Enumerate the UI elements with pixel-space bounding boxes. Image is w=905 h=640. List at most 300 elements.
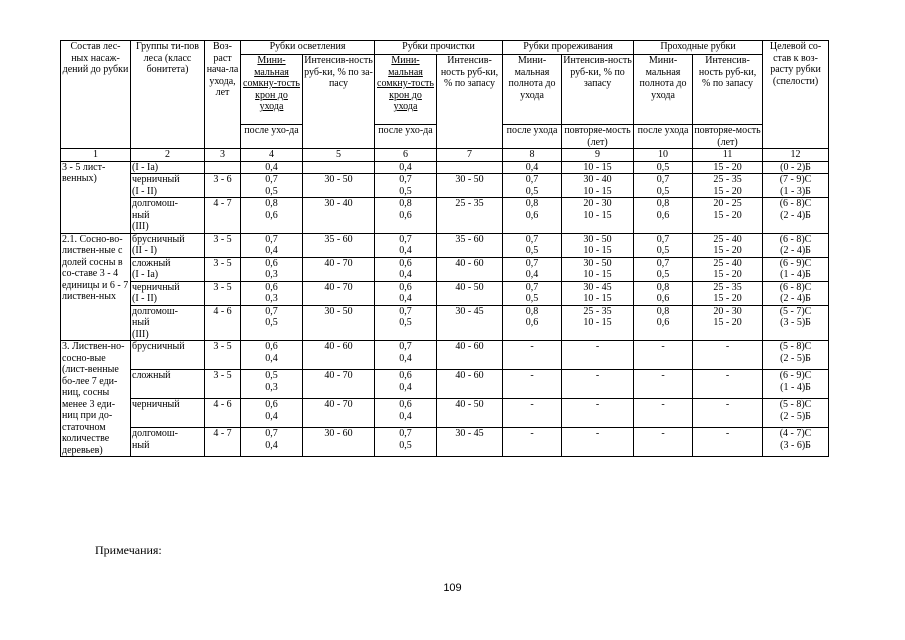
cell-line: 0,5 bbox=[265, 317, 278, 328]
table-row bbox=[61, 428, 829, 457]
age-cell: 4 - 7 bbox=[205, 428, 241, 457]
composition-cell: 3. Листвен-но-сосно-вые (лист-венные бо-лее 7 еди-ниц, сосны менее 3 еди-ниц при до-статочном количестве деревьев) bbox=[61, 341, 131, 457]
intensity-cell: 40 - 70 bbox=[303, 370, 375, 399]
min-density-cell bbox=[241, 399, 303, 428]
target-composition-cell bbox=[763, 370, 829, 399]
intensity-cell: 30 - 40 bbox=[303, 198, 375, 234]
cell-line: 0,8 bbox=[265, 198, 278, 209]
min-density-cell bbox=[241, 174, 303, 198]
header-thinning-cuttings: Рубки прореживания bbox=[503, 41, 634, 55]
cell-line: 0,5 bbox=[399, 439, 412, 451]
min-fullness-cell bbox=[503, 399, 562, 428]
min-density-cell bbox=[241, 233, 303, 257]
cell-line: 0,6 bbox=[525, 209, 539, 221]
cell-line: (2 - 4)Б bbox=[780, 245, 811, 256]
cell-line: (3 - 6)Б bbox=[780, 439, 811, 451]
intensity-cell bbox=[562, 257, 634, 281]
cell-line: 0,4 bbox=[399, 293, 412, 304]
group-cell bbox=[131, 399, 205, 428]
min-density-cell bbox=[375, 161, 437, 174]
min-density-cell bbox=[375, 428, 437, 457]
cell-line: 25 - 40 bbox=[713, 233, 742, 245]
cell-line: 0,8 bbox=[656, 281, 670, 293]
age-cell: 3 - 5 bbox=[205, 370, 241, 399]
cell-line: 0,5 bbox=[399, 185, 412, 197]
intensity-cell bbox=[562, 198, 634, 234]
target-composition-cell bbox=[763, 305, 829, 341]
cell-line: (2 - 5)Б bbox=[780, 410, 811, 422]
header-thinning-repeat: повторяе-мость (лет) bbox=[562, 125, 634, 149]
cell-line: - bbox=[530, 399, 534, 410]
cell-line: 0,5 bbox=[525, 245, 539, 256]
table-row bbox=[61, 305, 829, 341]
cell-line: 15 - 20 bbox=[713, 317, 742, 328]
intensity-cell bbox=[562, 341, 634, 370]
cell-line: 0,6 bbox=[399, 399, 412, 410]
cell-line: (1 - 4)Б bbox=[780, 381, 811, 393]
column-number: 12 bbox=[763, 149, 829, 162]
table-row bbox=[61, 281, 829, 305]
cell-line: 0,7 bbox=[399, 341, 412, 352]
intensity-cell: 30 - 45 bbox=[437, 428, 503, 457]
intensity-cell: 40 - 60 bbox=[303, 341, 375, 370]
cell-line: сложный bbox=[132, 370, 171, 381]
intensity-cell: 40 - 60 bbox=[437, 257, 503, 281]
cell-line: - bbox=[661, 399, 665, 410]
age-cell: 3 - 5 bbox=[205, 281, 241, 305]
min-fullness-cell bbox=[503, 305, 562, 341]
age-cell: 3 - 6 bbox=[205, 174, 241, 198]
cell-line: - bbox=[725, 399, 730, 410]
cell-line: - bbox=[725, 341, 730, 352]
min-fullness-cell bbox=[634, 370, 693, 399]
cell-line: - bbox=[595, 399, 600, 410]
cell-line: 0,7 bbox=[656, 174, 670, 185]
cell-line: (5 - 7)С bbox=[779, 305, 812, 317]
intensity-cell bbox=[693, 233, 763, 257]
cell-line: 0,6 bbox=[656, 293, 670, 304]
intensity-cell: 35 - 60 bbox=[303, 233, 375, 257]
cell-line: 0,5 bbox=[656, 245, 670, 256]
cell-line: брусничный bbox=[132, 233, 185, 245]
intensity-cell bbox=[562, 370, 634, 399]
intensity-cell bbox=[562, 399, 634, 428]
intensity-cell: 40 - 60 bbox=[437, 341, 503, 370]
cell-line: сложный bbox=[132, 257, 171, 269]
target-composition-cell bbox=[763, 161, 829, 174]
cell-line: (6 - 9)С bbox=[779, 257, 812, 269]
min-density-cell bbox=[375, 198, 437, 234]
min-density-cell bbox=[375, 399, 437, 428]
target-composition-cell bbox=[763, 399, 829, 428]
intensity-cell: 40 - 50 bbox=[437, 281, 503, 305]
cell-line: 0,8 bbox=[656, 198, 670, 209]
cell-line: 0,6 bbox=[656, 209, 670, 221]
header-composition: Состав лес-ных насаж-дений до рубки bbox=[61, 41, 131, 149]
group-cell bbox=[131, 161, 205, 174]
intensity-cell bbox=[562, 305, 634, 341]
cell-line: 0,6 bbox=[525, 317, 539, 328]
min-density-cell bbox=[241, 370, 303, 399]
table-row bbox=[61, 161, 829, 174]
intensity-cell: 40 - 70 bbox=[303, 399, 375, 428]
cell-line: 15 - 20 bbox=[713, 245, 742, 256]
cell-line: 0,8 bbox=[656, 305, 670, 317]
cell-line: брусничный bbox=[132, 341, 185, 352]
intensity-cell bbox=[693, 428, 763, 457]
cell-line: 15 - 20 bbox=[713, 209, 742, 221]
intensity-cell: 30 - 50 bbox=[303, 174, 375, 198]
cell-line: ный bbox=[132, 209, 150, 221]
cell-line: 0,4 bbox=[265, 410, 278, 422]
cell-line: ный bbox=[132, 317, 150, 328]
cell-line: 0,4 bbox=[525, 161, 539, 173]
group-cell bbox=[131, 257, 205, 281]
cell-line: долгомош- bbox=[132, 305, 178, 317]
intensity-cell: 30 - 50 bbox=[303, 305, 375, 341]
header-forest-type-group: Группы ти-пов леса (класс бонитета) bbox=[131, 41, 205, 149]
cell-line: 0,4 bbox=[265, 352, 278, 364]
cell-line: - bbox=[661, 428, 665, 439]
cell-line: (2 - 4)Б bbox=[780, 293, 811, 304]
cell-line: (I - Ia) bbox=[132, 161, 159, 173]
header-target-composition: Целевой со-став к воз-расту рубки (спелости) bbox=[763, 41, 829, 149]
cell-line: 25 - 35 bbox=[583, 305, 612, 317]
intensity-cell: 30 - 50 bbox=[437, 174, 503, 198]
table-row bbox=[61, 370, 829, 399]
intensity-cell: 30 - 45 bbox=[437, 305, 503, 341]
cell-line: 30 - 50 bbox=[583, 257, 612, 269]
cell-line: 0,7 bbox=[399, 305, 412, 317]
cell-line: 0,5 bbox=[525, 293, 539, 304]
cell-line: (I - II) bbox=[132, 293, 157, 304]
intensity-cell bbox=[562, 174, 634, 198]
cell-line: 0,4 bbox=[399, 410, 412, 422]
min-fullness-cell bbox=[503, 198, 562, 234]
cell-line: долгомош- bbox=[132, 428, 178, 439]
cell-line: (1 - 3)Б bbox=[780, 185, 811, 197]
cell-line: черничный bbox=[132, 281, 180, 293]
header-thinning-min-fullness: Мини-мальная полнота до ухода bbox=[503, 55, 562, 125]
intensity-cell: 25 - 35 bbox=[437, 198, 503, 234]
header-passing-repeat: повторяе-мость (лет) bbox=[694, 125, 761, 148]
min-density-cell bbox=[375, 341, 437, 370]
table-row bbox=[61, 198, 829, 234]
cell-line: 20 - 30 bbox=[713, 305, 742, 317]
min-fullness-cell bbox=[634, 428, 693, 457]
cell-line: 0,6 bbox=[399, 370, 412, 381]
target-composition-cell bbox=[763, 174, 829, 198]
min-density-cell bbox=[375, 281, 437, 305]
min-fullness-cell bbox=[503, 281, 562, 305]
group-cell bbox=[131, 370, 205, 399]
header-passing-after: после ухода bbox=[634, 125, 693, 149]
header-passing-intensity: Интенсив-ность руб-ки, % по запасу bbox=[693, 55, 763, 125]
group-cell bbox=[131, 281, 205, 305]
cell-line: 0,6 bbox=[265, 281, 278, 293]
cell-line: - bbox=[725, 370, 730, 381]
group-cell bbox=[131, 341, 205, 370]
cell-line: 0,7 bbox=[265, 174, 278, 185]
header-clearing-min-density: Мини-мальная сомкну-тость крон до ухода bbox=[241, 55, 303, 125]
column-number: 6 bbox=[375, 149, 437, 162]
target-composition-cell bbox=[763, 428, 829, 457]
cell-line: - bbox=[661, 341, 665, 352]
cell-line: 15 - 20 bbox=[713, 161, 742, 173]
cell-line: 0,6 bbox=[399, 209, 412, 221]
intensity-cell bbox=[693, 174, 763, 198]
cell-line: 0,7 bbox=[525, 233, 539, 245]
min-fullness-cell bbox=[503, 257, 562, 281]
cell-line: 0,8 bbox=[525, 198, 539, 209]
cell-line: 0,3 bbox=[265, 381, 278, 393]
cell-line: 15 - 20 bbox=[713, 185, 742, 197]
cell-line: 25 - 35 bbox=[713, 281, 742, 293]
group-cell bbox=[131, 174, 205, 198]
cell-line: 10 - 15 bbox=[583, 269, 612, 280]
cell-line: (0 - 2)Б bbox=[780, 161, 811, 173]
cell-line: 0,7 bbox=[525, 174, 539, 185]
min-density-cell bbox=[375, 233, 437, 257]
cell-line: (6 - 8)С bbox=[779, 281, 812, 293]
min-fullness-cell bbox=[503, 341, 562, 370]
cell-line: 15 - 20 bbox=[713, 269, 742, 280]
header-cleaning-cuttings: Рубки прочистки bbox=[375, 41, 503, 55]
cell-line: 30 - 50 bbox=[583, 233, 612, 245]
composition-cell: 3 - 5 лист-венных) bbox=[61, 161, 131, 233]
min-fullness-cell bbox=[634, 281, 693, 305]
cell-line: (2 - 4)Б bbox=[780, 209, 811, 221]
cell-line: 30 - 40 bbox=[583, 174, 612, 185]
cell-line: 0,6 bbox=[656, 317, 670, 328]
cell-line: - bbox=[595, 370, 600, 381]
min-fullness-cell bbox=[634, 305, 693, 341]
cell-line: 15 - 20 bbox=[713, 293, 742, 304]
cell-line: (6 - 9)С bbox=[779, 370, 812, 381]
cell-line: 0,7 bbox=[656, 257, 670, 269]
cell-line: 0,4 bbox=[265, 161, 278, 173]
intensity-cell bbox=[437, 161, 503, 174]
cell-line: 30 - 45 bbox=[583, 281, 612, 293]
cell-line: (3 - 5)Б bbox=[780, 317, 811, 328]
intensity-cell bbox=[693, 161, 763, 174]
cell-line: (7 - 9)С bbox=[779, 174, 812, 185]
intensity-cell: 30 - 60 bbox=[303, 428, 375, 457]
cell-line: (6 - 8)С bbox=[779, 198, 812, 209]
cell-line: 0,5 bbox=[265, 370, 278, 381]
table-row bbox=[61, 399, 829, 428]
age-cell: 3 - 5 bbox=[205, 341, 241, 370]
cell-line: 0,5 bbox=[265, 185, 278, 197]
min-fullness-cell bbox=[503, 161, 562, 174]
cell-line: 0,8 bbox=[399, 198, 412, 209]
cell-line: (5 - 8)С bbox=[779, 341, 812, 352]
cell-line: 0,7 bbox=[525, 257, 539, 269]
cell-line: 10 - 15 bbox=[583, 209, 612, 221]
intensity-cell: 40 - 50 bbox=[437, 399, 503, 428]
forest-care-table bbox=[60, 40, 829, 457]
cell-line: (II - I) bbox=[132, 245, 157, 256]
intensity-cell bbox=[303, 161, 375, 174]
header-clearing-after: после ухо-да bbox=[241, 125, 303, 149]
cell-line: - bbox=[530, 341, 534, 352]
min-fullness-cell bbox=[503, 428, 562, 457]
cell-line: 0,7 bbox=[399, 428, 412, 439]
cell-line: 0,3 bbox=[265, 269, 278, 280]
min-density-cell bbox=[241, 341, 303, 370]
cell-line: 0,5 bbox=[656, 161, 670, 173]
min-fullness-cell bbox=[634, 198, 693, 234]
page-number: 109 bbox=[443, 582, 462, 594]
notes-heading: Примечания: bbox=[95, 543, 162, 557]
min-density-cell bbox=[241, 161, 303, 174]
min-fullness-cell bbox=[634, 233, 693, 257]
intensity-cell: 40 - 70 bbox=[303, 281, 375, 305]
cell-line: 0,4 bbox=[399, 161, 412, 173]
cell-line: (6 - 8)С bbox=[779, 233, 812, 245]
header-cleaning-intensity: Интенсив-ность руб-ки, % по запасу bbox=[437, 55, 503, 149]
min-density-cell bbox=[241, 305, 303, 341]
cell-line: 10 - 15 bbox=[583, 317, 612, 328]
cell-line: 0,6 bbox=[265, 399, 278, 410]
cell-line: (4 - 7)С bbox=[779, 428, 812, 439]
intensity-cell bbox=[562, 233, 634, 257]
column-number: 2 bbox=[131, 149, 205, 162]
cell-line: 0,5 bbox=[656, 269, 670, 280]
age-cell: 4 - 7 bbox=[205, 198, 241, 234]
intensity-cell bbox=[562, 281, 634, 305]
intensity-cell bbox=[693, 341, 763, 370]
cell-line: 0,4 bbox=[265, 245, 278, 256]
cell-line: - bbox=[595, 341, 600, 352]
cell-line: 0,7 bbox=[265, 428, 278, 439]
target-composition-cell bbox=[763, 233, 829, 257]
cell-line: 0,8 bbox=[525, 305, 539, 317]
cell-line: 0,7 bbox=[399, 174, 412, 185]
intensity-cell: 35 - 60 bbox=[437, 233, 503, 257]
cell-line: 0,4 bbox=[399, 352, 412, 364]
table-row bbox=[61, 341, 829, 370]
min-fullness-cell bbox=[634, 257, 693, 281]
intensity-cell bbox=[693, 257, 763, 281]
cell-line: (III) bbox=[132, 328, 149, 340]
cell-line: (2 - 5)Б bbox=[780, 352, 811, 364]
header-clearing-cuttings: Рубки осветления bbox=[241, 41, 375, 55]
cell-line: (I - Ia) bbox=[132, 269, 159, 280]
column-number-row bbox=[61, 149, 829, 162]
column-number: 7 bbox=[437, 149, 503, 162]
age-cell: 4 - 6 bbox=[205, 399, 241, 428]
cell-line: 0,6 bbox=[399, 281, 412, 293]
cell-line: 0,7 bbox=[265, 233, 278, 245]
header-passing-cuttings: Проходные рубки bbox=[634, 41, 763, 55]
cell-line: 0,6 bbox=[265, 209, 278, 221]
column-number: 9 bbox=[562, 149, 634, 162]
column-number: 3 bbox=[205, 149, 241, 162]
target-composition-cell bbox=[763, 257, 829, 281]
column-number: 11 bbox=[693, 149, 763, 162]
age-cell: 3 - 5 bbox=[205, 233, 241, 257]
cell-line: 0,5 bbox=[525, 185, 539, 197]
min-density-cell bbox=[375, 370, 437, 399]
cell-line: (III) bbox=[132, 221, 149, 232]
min-fullness-cell bbox=[634, 341, 693, 370]
age-cell bbox=[205, 161, 241, 174]
min-fullness-cell bbox=[503, 174, 562, 198]
cell-line: ный bbox=[132, 439, 150, 451]
target-composition-cell bbox=[763, 281, 829, 305]
cell-line: 10 - 15 bbox=[583, 293, 612, 304]
cell-line: 0,4 bbox=[265, 439, 278, 451]
header-thinning-intensity: Интенсив-ность руб-ки, % по запасу bbox=[562, 55, 634, 125]
target-composition-cell bbox=[763, 341, 829, 370]
composition-cell: 2.1. Сосно-во-листвен-ные с долей сосны в со-ставе 3 - 4 единицы и 6 - 7 листвен-ных bbox=[61, 233, 131, 341]
group-cell bbox=[131, 198, 205, 234]
cell-line: - bbox=[595, 428, 600, 439]
header-start-age: Воз-раст нача-ла ухода, лет bbox=[205, 41, 241, 149]
cell-line: 10 - 15 bbox=[583, 161, 612, 173]
cell-line: черничный bbox=[132, 174, 180, 185]
cell-line: - bbox=[530, 428, 534, 439]
cell-line: - bbox=[530, 370, 534, 381]
intensity-cell: 40 - 70 bbox=[303, 257, 375, 281]
cell-line: (1 - 4)Б bbox=[780, 269, 811, 280]
cell-line: 0,4 bbox=[399, 269, 412, 280]
cell-line: (I - II) bbox=[132, 185, 157, 197]
header-cleaning-after: после ухо-да bbox=[375, 125, 437, 149]
cell-line: 0,7 bbox=[265, 305, 278, 317]
cell-line: 10 - 15 bbox=[583, 245, 612, 256]
cell-line: черничный bbox=[132, 399, 180, 410]
cell-line: 0,6 bbox=[399, 257, 412, 269]
table-row bbox=[61, 174, 829, 198]
column-number: 8 bbox=[503, 149, 562, 162]
min-fullness-cell bbox=[634, 174, 693, 198]
group-cell bbox=[131, 305, 205, 341]
min-fullness-cell bbox=[503, 370, 562, 399]
column-number: 1 bbox=[61, 149, 131, 162]
cell-line: 0,6 bbox=[265, 257, 278, 269]
cell-line: 25 - 40 bbox=[713, 257, 742, 269]
cell-line: 0,4 bbox=[399, 381, 412, 393]
header-passing-min-fullness: Мини-мальная полнота до ухода bbox=[634, 55, 693, 125]
table-row bbox=[61, 233, 829, 257]
column-number: 10 bbox=[634, 149, 693, 162]
cell-line: 0,5 bbox=[656, 185, 670, 197]
cell-line: 0,5 bbox=[399, 317, 412, 328]
min-density-cell bbox=[241, 198, 303, 234]
min-density-cell bbox=[241, 281, 303, 305]
cell-line: 25 - 35 bbox=[713, 174, 742, 185]
table-row bbox=[61, 257, 829, 281]
min-density-cell bbox=[375, 257, 437, 281]
cell-line: 0,7 bbox=[525, 281, 539, 293]
min-fullness-cell bbox=[634, 399, 693, 428]
intensity-cell bbox=[562, 428, 634, 457]
cell-line: 0,4 bbox=[525, 269, 539, 280]
min-fullness-cell bbox=[503, 233, 562, 257]
cell-line: 0,6 bbox=[265, 341, 278, 352]
min-density-cell bbox=[375, 174, 437, 198]
intensity-cell bbox=[693, 399, 763, 428]
cell-line: долгомош- bbox=[132, 198, 178, 209]
cell-line: 0,7 bbox=[656, 233, 670, 245]
header-thinning-after: после ухода bbox=[503, 125, 562, 149]
cell-line: 20 - 25 bbox=[713, 198, 742, 209]
column-number: 5 bbox=[303, 149, 375, 162]
cell-line: - bbox=[725, 428, 730, 439]
target-composition-cell bbox=[763, 198, 829, 234]
